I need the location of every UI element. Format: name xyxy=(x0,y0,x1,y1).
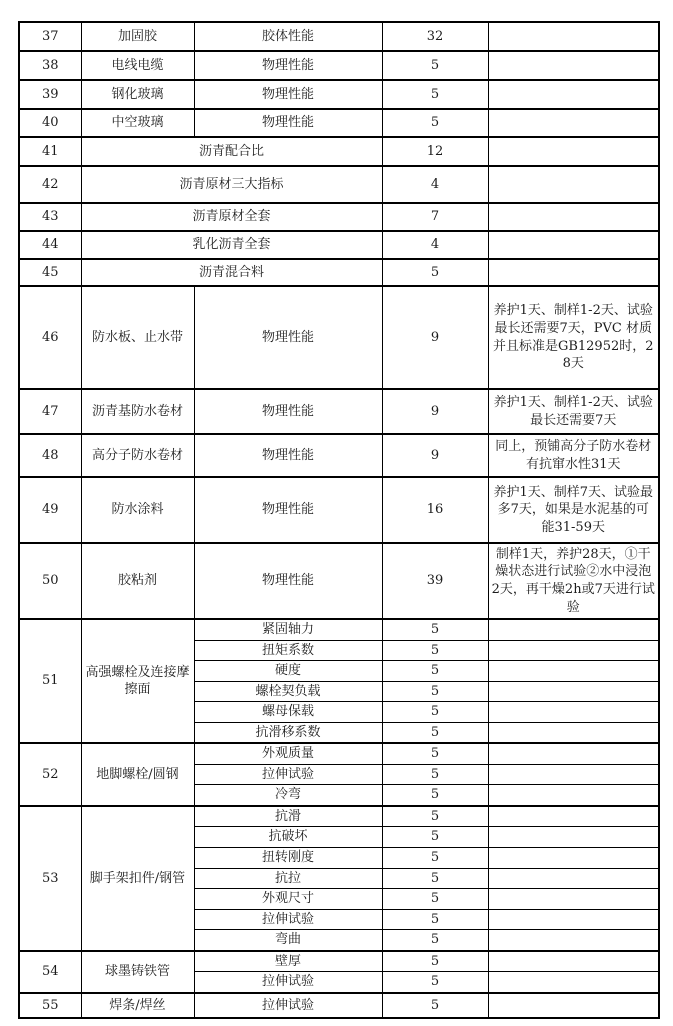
table-row xyxy=(19,286,659,389)
count-cell: 5 xyxy=(382,806,488,827)
remark-cell xyxy=(488,764,659,785)
table-row xyxy=(19,434,659,477)
table-row xyxy=(19,231,659,259)
table-row xyxy=(19,203,659,231)
test-name-cell: 拉伸试验 xyxy=(194,993,382,1018)
table-row xyxy=(19,543,659,619)
material-cell: 乳化沥青全套 xyxy=(81,231,382,259)
material-cell: 防水涂料 xyxy=(81,477,194,543)
row-number-cell: 43 xyxy=(19,203,81,231)
test-name-cell: 紧固轴力 xyxy=(194,619,382,640)
material-cell: 沥青配合比 xyxy=(81,137,382,166)
remark-cell xyxy=(488,166,659,203)
remark-cell xyxy=(488,848,659,869)
remark-cell: 制样1天，养护28天，①干燥状态进行试验②水中浸泡2天，再干燥2h或7天进行试验 xyxy=(488,543,659,619)
test-name-cell: 螺栓契负载 xyxy=(194,681,382,702)
row-number-cell: 45 xyxy=(19,259,81,286)
count-cell: 39 xyxy=(382,543,488,619)
count-cell: 5 xyxy=(382,889,488,910)
table-row xyxy=(19,477,659,543)
count-cell: 5 xyxy=(382,619,488,640)
count-cell: 5 xyxy=(382,51,488,80)
count-cell: 7 xyxy=(382,203,488,231)
material-cell: 地脚螺栓/圆钢 xyxy=(81,743,194,806)
count-cell: 5 xyxy=(382,743,488,764)
remark-cell xyxy=(488,743,659,764)
count-cell: 5 xyxy=(382,951,488,972)
test-name-cell: 物理性能 xyxy=(194,109,382,137)
count-cell: 5 xyxy=(382,868,488,889)
remark-cell xyxy=(488,51,659,80)
row-number-cell: 54 xyxy=(19,951,81,993)
row-number-cell: 37 xyxy=(19,22,81,51)
table-row xyxy=(19,137,659,166)
row-number-cell: 40 xyxy=(19,109,81,137)
table-body xyxy=(19,22,659,1018)
remark-cell xyxy=(488,661,659,682)
count-cell: 5 xyxy=(382,640,488,661)
material-cell: 胶粘剂 xyxy=(81,543,194,619)
remark-cell xyxy=(488,681,659,702)
remark-cell xyxy=(488,619,659,640)
remark-cell xyxy=(488,930,659,951)
count-cell: 5 xyxy=(382,972,488,993)
material-cell: 防水板、止水带 xyxy=(81,286,194,389)
table-row xyxy=(19,993,659,1018)
count-cell: 12 xyxy=(382,137,488,166)
remark-cell xyxy=(488,137,659,166)
remark-cell xyxy=(488,702,659,723)
test-name-cell: 物理性能 xyxy=(194,286,382,389)
table-row xyxy=(19,743,659,764)
test-name-cell: 拉伸试验 xyxy=(194,764,382,785)
material-cell: 沥青混合料 xyxy=(81,259,382,286)
test-name-cell: 物理性能 xyxy=(194,477,382,543)
row-number-cell: 52 xyxy=(19,743,81,806)
count-cell: 5 xyxy=(382,930,488,951)
count-cell: 5 xyxy=(382,702,488,723)
material-cell: 加固胶 xyxy=(81,22,194,51)
test-name-cell: 拉伸试验 xyxy=(194,909,382,930)
count-cell: 5 xyxy=(382,109,488,137)
count-cell: 16 xyxy=(382,477,488,543)
row-number-cell: 46 xyxy=(19,286,81,389)
count-cell: 9 xyxy=(382,286,488,389)
material-cell: 电线电缆 xyxy=(81,51,194,80)
remark-cell xyxy=(488,722,659,743)
remark-cell xyxy=(488,203,659,231)
count-cell: 4 xyxy=(382,166,488,203)
remark-cell xyxy=(488,640,659,661)
count-cell: 5 xyxy=(382,993,488,1018)
test-name-cell: 弯曲 xyxy=(194,930,382,951)
table-row xyxy=(19,80,659,109)
material-cell: 钢化玻璃 xyxy=(81,80,194,109)
table-row xyxy=(19,166,659,203)
remark-cell xyxy=(488,80,659,109)
row-number-cell: 53 xyxy=(19,806,81,951)
remark-cell xyxy=(488,827,659,848)
remark-cell: 同上，预铺高分子防水卷材有抗窜水性31天 xyxy=(488,434,659,477)
material-cell: 中空玻璃 xyxy=(81,109,194,137)
count-cell: 5 xyxy=(382,80,488,109)
test-name-cell: 硬度 xyxy=(194,661,382,682)
remark-cell xyxy=(488,109,659,137)
table-row xyxy=(19,22,659,51)
remark-cell xyxy=(488,806,659,827)
test-items-table xyxy=(18,21,660,1019)
count-cell: 5 xyxy=(382,909,488,930)
test-name-cell: 外观尺寸 xyxy=(194,889,382,910)
remark-cell xyxy=(488,868,659,889)
material-cell: 沥青原材全套 xyxy=(81,203,382,231)
row-number-cell: 47 xyxy=(19,389,81,434)
row-number-cell: 49 xyxy=(19,477,81,543)
table-row xyxy=(19,806,659,827)
test-name-cell: 壁厚 xyxy=(194,951,382,972)
count-cell: 5 xyxy=(382,259,488,286)
remark-cell xyxy=(488,259,659,286)
test-name-cell: 扭矩系数 xyxy=(194,640,382,661)
material-cell: 沥青基防水卷材 xyxy=(81,389,194,434)
test-name-cell: 抗滑 xyxy=(194,806,382,827)
row-number-cell: 39 xyxy=(19,80,81,109)
material-cell: 高强螺栓及连接摩擦面 xyxy=(81,619,194,743)
remark-cell xyxy=(488,785,659,806)
remark-cell: 养护1天、制样7天、试验最多7天，如果是水泥基的可能31-59天 xyxy=(488,477,659,543)
test-name-cell: 冷弯 xyxy=(194,785,382,806)
test-name-cell: 物理性能 xyxy=(194,389,382,434)
test-name-cell: 抗滑移系数 xyxy=(194,722,382,743)
count-cell: 5 xyxy=(382,827,488,848)
table-row xyxy=(19,619,659,640)
count-cell: 5 xyxy=(382,661,488,682)
row-number-cell: 50 xyxy=(19,543,81,619)
row-number-cell: 38 xyxy=(19,51,81,80)
row-number-cell: 41 xyxy=(19,137,81,166)
remark-cell xyxy=(488,993,659,1018)
row-number-cell: 42 xyxy=(19,166,81,203)
test-name-cell: 胶体性能 xyxy=(194,22,382,51)
material-cell: 焊条/焊丝 xyxy=(81,993,194,1018)
count-cell: 5 xyxy=(382,848,488,869)
material-cell: 球墨铸铁管 xyxy=(81,951,194,993)
remark-cell xyxy=(488,889,659,910)
test-name-cell: 物理性能 xyxy=(194,434,382,477)
test-name-cell: 物理性能 xyxy=(194,543,382,619)
material-cell: 沥青原材三大指标 xyxy=(81,166,382,203)
remark-cell xyxy=(488,951,659,972)
count-cell: 5 xyxy=(382,785,488,806)
remark-cell xyxy=(488,231,659,259)
count-cell: 9 xyxy=(382,434,488,477)
test-name-cell: 物理性能 xyxy=(194,51,382,80)
test-name-cell: 螺母保载 xyxy=(194,702,382,723)
test-name-cell: 外观质量 xyxy=(194,743,382,764)
test-name-cell: 物理性能 xyxy=(194,80,382,109)
remark-cell xyxy=(488,22,659,51)
table-row xyxy=(19,51,659,80)
remark-cell: 养护1天、制样1-2天、试验最长还需要7天，PVC 材质并且标准是GB12952时，28天 xyxy=(488,286,659,389)
row-number-cell: 51 xyxy=(19,619,81,743)
test-name-cell: 拉伸试验 xyxy=(194,972,382,993)
test-name-cell: 抗破坏 xyxy=(194,827,382,848)
table-row xyxy=(19,109,659,137)
row-number-cell: 48 xyxy=(19,434,81,477)
count-cell: 9 xyxy=(382,389,488,434)
material-cell: 高分子防水卷材 xyxy=(81,434,194,477)
count-cell: 5 xyxy=(382,764,488,785)
row-number-cell: 55 xyxy=(19,993,81,1018)
count-cell: 4 xyxy=(382,231,488,259)
count-cell: 5 xyxy=(382,722,488,743)
remark-cell: 养护1天、制样1-2天、试验最长还需要7天 xyxy=(488,389,659,434)
test-name-cell: 扭转刚度 xyxy=(194,848,382,869)
count-cell: 5 xyxy=(382,681,488,702)
test-name-cell: 抗拉 xyxy=(194,868,382,889)
table-row xyxy=(19,259,659,286)
count-cell: 32 xyxy=(382,22,488,51)
table-row xyxy=(19,389,659,434)
remark-cell xyxy=(488,909,659,930)
material-cell: 脚手架扣件/钢管 xyxy=(81,806,194,951)
table-row xyxy=(19,951,659,972)
remark-cell xyxy=(488,972,659,993)
row-number-cell: 44 xyxy=(19,231,81,259)
